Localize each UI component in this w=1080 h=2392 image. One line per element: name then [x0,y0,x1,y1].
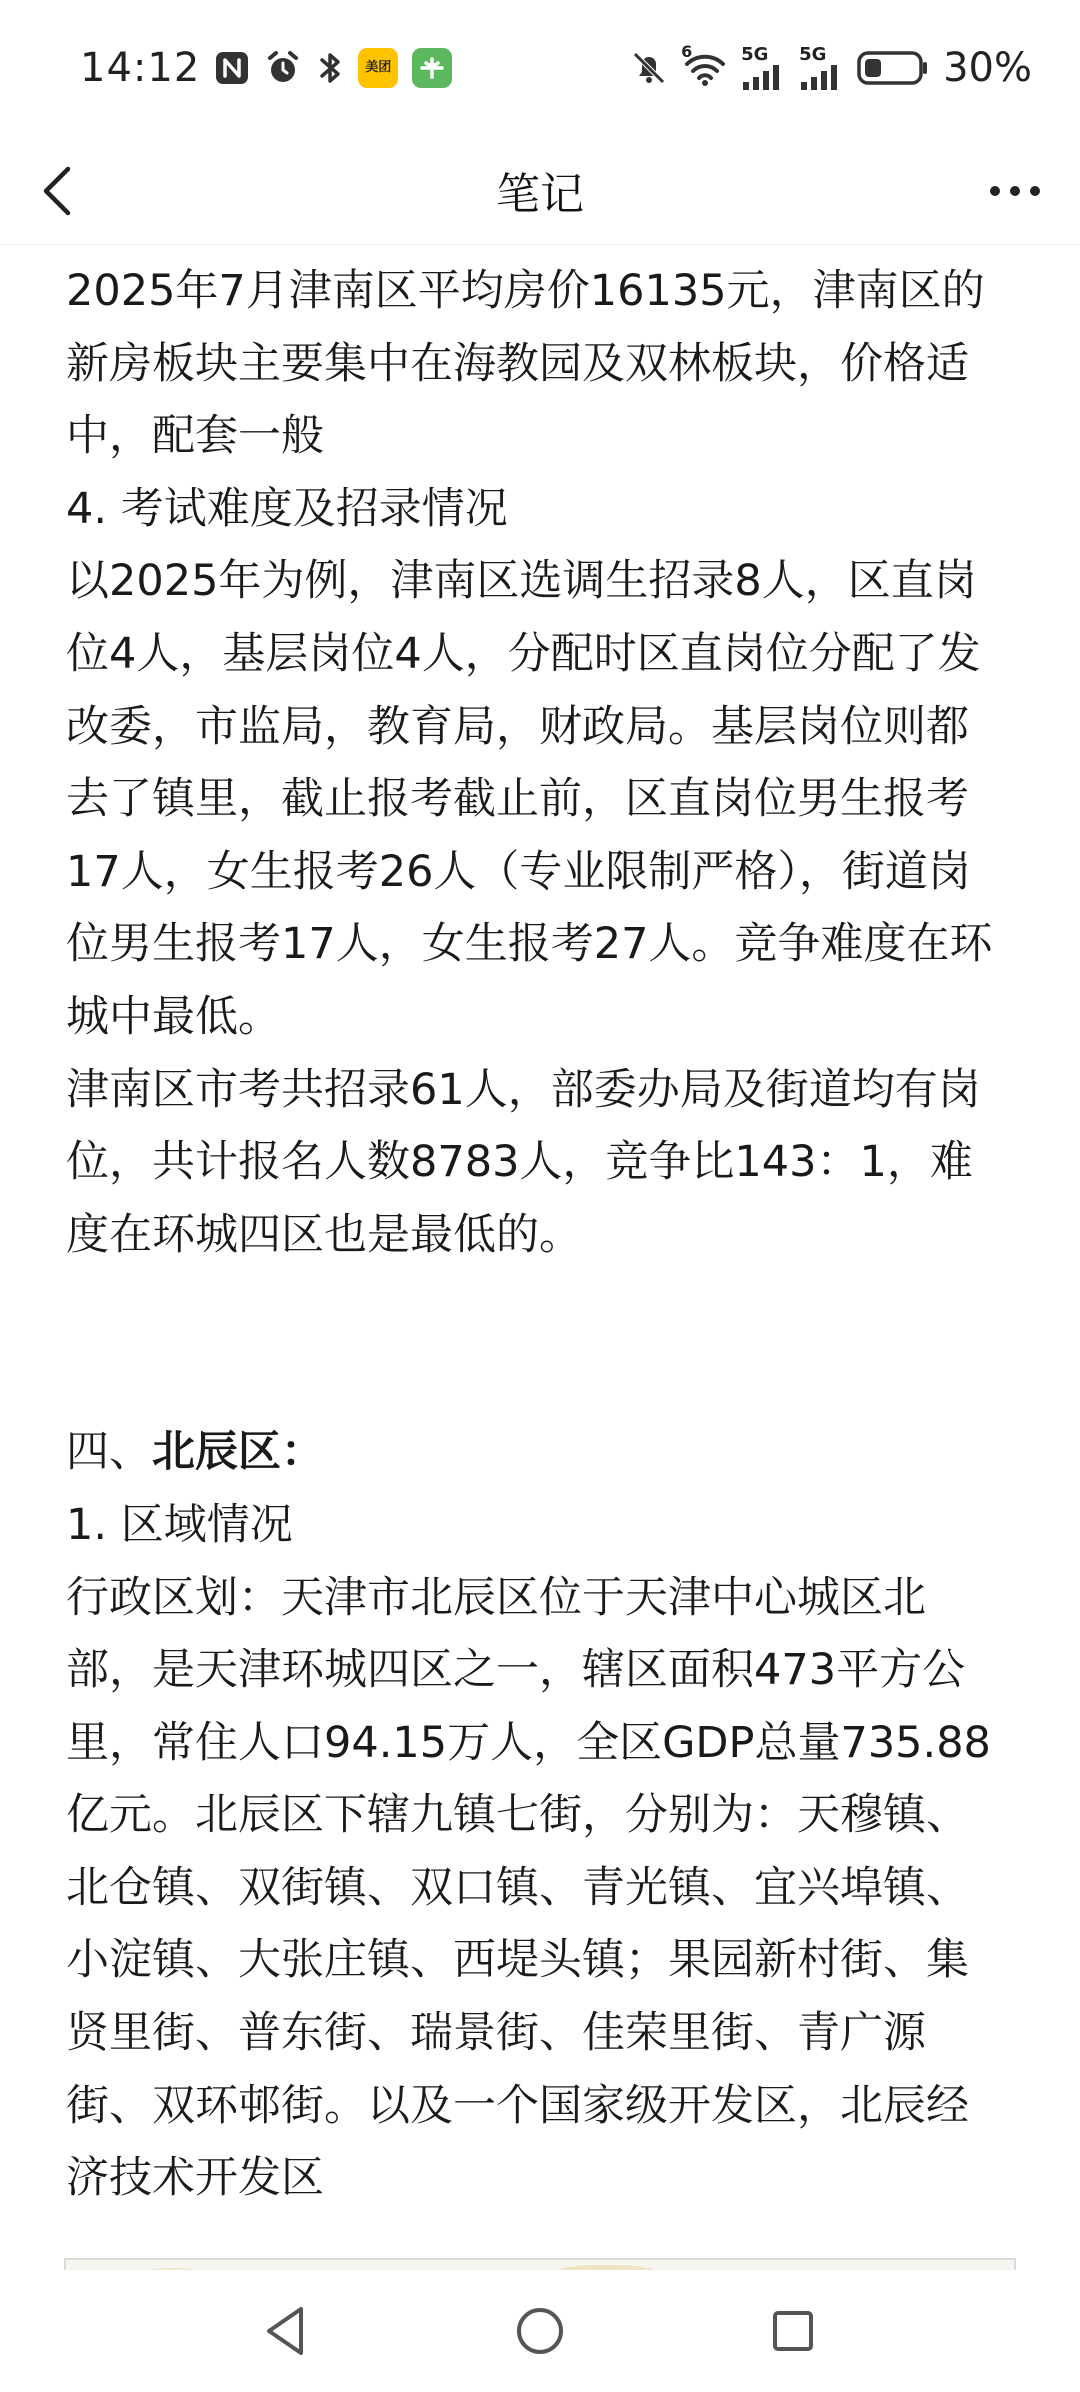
section-title: 北辰区： [152,1427,324,1478]
page-title: 笔记 [496,168,584,220]
top-nav-bar [0,135,1080,245]
bluetooth-icon [316,49,344,87]
meituan-app-icon [358,48,398,88]
square-recents-icon [763,2301,823,2361]
net-5g-label-1: 5G [741,43,769,65]
paragraph-city-exam: 津南区市考共招录61人，部委办局及街道均有岗位，共计报名人数8783人，竞争比143：1，难度在环城四区也是最低的。 [66,1064,981,1260]
net-5g-label-2: 5G [799,43,827,65]
paragraph-admin-division: 行政区划：天津市北辰区位于天津中心城区北部，是天津环城四区之一，辖区面积473平方公里，常住人口94.15万人，全区GDP总量735.88亿元。北辰区下辖九镇七街，分别为：天穆镇、北仓镇、双街镇、双口镇、青光镇、宜兴埠镇、小淀镇、大张庄镇、西堤头镇；果园新村街、集贤里街、普东街、瑞景街、佳荣里街、青广源街、双环邨街。以及一个国家级开发区，北辰经济技术开发区 [66,1572,991,2204]
signal-5g-icon-2 [799,43,843,90]
nav-recents-button[interactable] [753,2291,833,2371]
paragraph-region-heading: 1. 区域情况 [66,1499,293,1550]
paragraph-recruit-2025: 以2025年为例，津南区选调生招录8人，区直岗位4人，基层岗位4人，分配时区直岗位分配了发改委，市监局，教育局，财政局。基层岗位则都去了镇里，截止报考截止前，区直岗位男生报考17人，女生报考26人（专业限制严格），街道岗位男生报考17人，女生报考27人。竞争难度在环城中最低。 [66,556,993,1042]
more-button[interactable] [980,163,1050,219]
nav-back-button[interactable] [247,2291,327,2371]
section-heading-beichen [66,1416,1006,1489]
more-dots-icon [985,181,1045,201]
meituan-label: 美团 [365,60,392,75]
circle-home-icon [510,2301,570,2361]
status-bar [0,0,1080,135]
battery-percent: 30% [943,44,1032,91]
section-prefix: 四、 [66,1427,152,1478]
note-content [66,255,1006,2215]
clock: 14:12 [80,44,201,91]
wifi-6-label: 6 [681,41,693,61]
back-button[interactable] [30,163,86,219]
triangle-back-icon [257,2301,317,2361]
back-arrow-icon [38,165,78,217]
nfc-icon [214,50,250,86]
signal-5g-icon-1 [741,43,785,90]
system-nav-bar [0,2270,1080,2392]
status-bar-right [629,41,1032,91]
mute-bell-icon [629,48,669,88]
wifi-icon [681,41,727,88]
paragraph-house-price: 2025年7月津南区平均房价16135元，津南区的新房板块主要集中在海教园及双林板块，价格适中，配套一般 [66,266,985,462]
status-bar-left [80,45,452,91]
alarm-icon [264,49,302,87]
paragraph-exam-heading: 4. 考试难度及招录情况 [66,483,508,534]
spacer [66,1271,1006,1416]
green-app-icon [412,48,452,88]
battery-icon [857,50,929,86]
nav-home-button[interactable] [500,2291,580,2371]
